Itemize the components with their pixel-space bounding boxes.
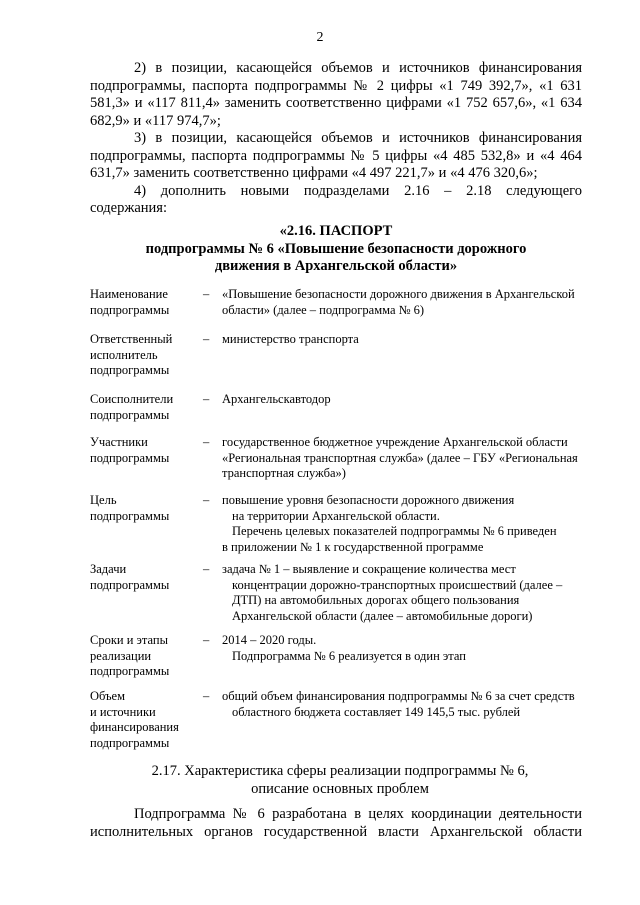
page-number: 2 — [316, 30, 324, 45]
row-value — [222, 392, 590, 408]
paragraph-4 — [90, 183, 582, 218]
value-line: транспортная служба») — [222, 466, 346, 480]
row-dash: – — [203, 435, 210, 449]
section-2-17-title — [90, 763, 590, 798]
label-line: Цель — [90, 493, 117, 507]
heading-line-2: подпрограммы № 6 «Повышение безопасности дорожного — [145, 240, 527, 257]
label-line: подпрограммы — [90, 302, 170, 317]
heading-line-1: «2.16. ПАСПОРТ — [279, 223, 393, 239]
p2-line-2: подпрограммы, паспорта подпрограммы № 2 цифры «1 749 392,7», «1 631 581,3» — [90, 77, 582, 111]
row-label — [90, 435, 190, 466]
row-dash: – — [203, 633, 210, 647]
value-line: концентрации дорожно-транспортных происшествий (далее – — [232, 577, 563, 592]
p3-line-2: подпрограммы, паспорта подпрограммы № 5 цифры «4 485 532,8» — [90, 147, 521, 164]
closing-paragraph — [90, 806, 582, 841]
value-line: Перечень целевых показателей подпрограммы № 6 приведен — [232, 524, 557, 538]
value-line: ДТП) на автомобильных дорогах общего пользования — [232, 593, 520, 607]
label-line: и источники — [90, 704, 156, 719]
value-line: «Региональная транспортная служба» (далее – ГБУ «Региональная — [222, 450, 578, 465]
value-line: 2014 – 2020 годы. — [222, 633, 317, 647]
label-line: финансирования — [90, 720, 179, 734]
closing-line-2: исполнительных органов государственной власти Архангельской области — [90, 823, 582, 840]
value-line: общий объем финансирования подпрограммы № 6 за счет средств — [222, 689, 575, 703]
row-value — [222, 332, 590, 348]
p3-line-1: 3) в позиции, касающейся объемов и источников финансирования — [134, 130, 582, 146]
label-line: подпрограммы — [90, 363, 170, 377]
p3-line-3: и «4 464 631,7» заменить соответственно цифрами «4 497 221,7» и «4 476 320,6»; — [90, 147, 582, 181]
section-title-line-2: описание основных проблем — [251, 780, 429, 797]
label-line: реализации — [90, 648, 152, 663]
passport-heading — [90, 223, 582, 276]
closing-text — [90, 806, 582, 841]
row-label — [90, 633, 190, 680]
label-line: Участники — [90, 435, 148, 449]
p2-line-1: 2) в позиции, касающейся объемов и источников финансирования — [134, 60, 582, 76]
label-line: исполнитель — [90, 347, 158, 362]
row-dash: – — [203, 332, 210, 346]
value-line: задача № 1 – выявление и сокращение количества мест — [222, 562, 516, 576]
row-value — [222, 435, 590, 482]
value-line: области» (далее – подпрограмма № 6) — [222, 302, 425, 317]
section-title-line-1: 2.17. Характеристика сферы реализации подпрограммы № 6, — [151, 763, 529, 779]
paragraph-2 — [90, 60, 582, 130]
row-label — [90, 562, 190, 593]
row-value — [222, 287, 590, 318]
row-value — [222, 689, 590, 720]
p2-line-4: и «117 974,7»; — [133, 112, 221, 129]
value-line: в приложении № 1 к государственной программе — [222, 539, 484, 554]
label-line: Объем — [90, 689, 125, 703]
row-dash: – — [203, 287, 210, 301]
value-line: повышение уровня безопасности дорожного движения — [222, 493, 515, 507]
label-line: подпрограммы — [90, 577, 170, 592]
label-line: Задачи — [90, 562, 127, 576]
label-line: подпрограммы — [90, 664, 170, 678]
label-line: подпрограммы — [90, 407, 170, 422]
label-line: Ответственный — [90, 332, 173, 346]
value-line: «Повышение безопасности дорожного движения в Архангельской — [222, 287, 575, 301]
label-line: Наименование — [90, 287, 168, 301]
row-label — [90, 392, 190, 423]
value-line: Архангельскавтодор — [222, 392, 331, 406]
row-value — [222, 562, 590, 624]
label-line: Сроки и этапы — [90, 633, 168, 647]
value-line: областного бюджета составляет 149 145,5 тыс. рублей — [232, 704, 521, 719]
row-label — [90, 287, 190, 318]
heading-line-3: движения в Архангельской области» — [214, 258, 458, 274]
p4-line-1: 4) дополнить новыми подразделами 2.16 – 2.18 следующего содержания: — [90, 182, 582, 216]
value-line: министерство транспорта — [222, 332, 359, 346]
p2-line-3: и «117 811,4» заменить соответственно цифрами «1 752 657,6», «1 634 682,9» — [90, 95, 582, 129]
row-label — [90, 689, 190, 751]
label-line: подпрограммы — [90, 450, 170, 465]
value-line: на территории Архангельской области. — [232, 508, 440, 523]
row-value — [222, 493, 590, 555]
value-line: государственное бюджетное учреждение Архангельской области — [222, 435, 568, 449]
row-dash: – — [203, 689, 210, 703]
row-dash: – — [203, 392, 210, 406]
row-dash: – — [203, 493, 210, 507]
label-line: подпрограммы — [90, 735, 170, 750]
amendment-paragraphs — [90, 60, 582, 218]
paragraph-3 — [90, 130, 582, 183]
label-line: подпрограммы — [90, 508, 170, 523]
value-line: Архангельской области (далее – автомобильные дороги) — [232, 608, 533, 623]
label-line: Соисполнители — [90, 392, 174, 406]
row-dash: – — [203, 562, 210, 576]
row-value — [222, 633, 590, 664]
closing-line-1: Подпрограмма № 6 разработана в целях координации деятельности — [134, 806, 582, 822]
row-label — [90, 493, 190, 524]
value-line: Подпрограмма № 6 реализуется в один этап — [232, 648, 466, 663]
row-label — [90, 332, 190, 379]
